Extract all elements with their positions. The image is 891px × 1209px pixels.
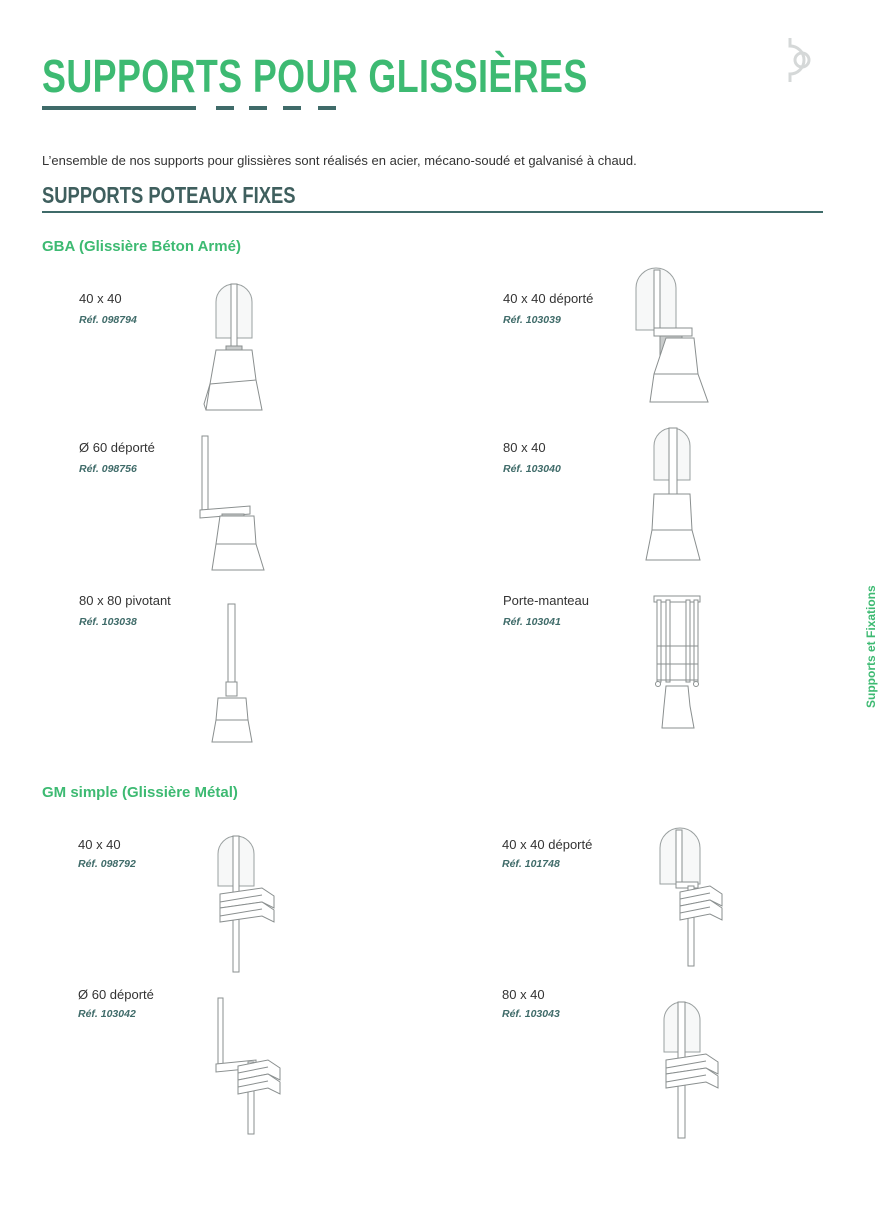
- gba-round-offset-post-illustration: [196, 432, 268, 574]
- gm-round-offset-post-illustration: [212, 994, 284, 1138]
- section-title: SUPPORTS POTEAUX FIXES: [42, 182, 296, 208]
- title-underline: [42, 106, 196, 110]
- product-ref: Réf. 103043: [502, 1008, 560, 1020]
- product-label: 40 x 40 déporté: [503, 291, 594, 306]
- side-label: Supports et Fixations: [864, 585, 878, 708]
- gm-80x40-post-illustration: [660, 998, 726, 1142]
- title-underline-dash: [318, 106, 336, 110]
- product-ref: Réf. 103039: [503, 314, 561, 326]
- product-ref: Réf. 098756: [79, 463, 137, 475]
- product-label: 80 x 40: [503, 440, 546, 455]
- product-ref: Réf. 103042: [78, 1008, 136, 1020]
- gba-80x40-post-illustration: [640, 424, 706, 566]
- product-ref: Réf. 098792: [78, 858, 136, 870]
- product-ref: Réf. 103040: [503, 463, 561, 475]
- product-label: Ø 60 déporté: [78, 987, 154, 1002]
- product-ref: Réf. 103041: [503, 616, 561, 628]
- page-title: SUPPORTS POUR GLISSIÈRES: [42, 50, 588, 102]
- product-ref: Réf. 103038: [79, 616, 137, 628]
- title-underline-dash: [216, 106, 234, 110]
- gba-straight-post-illustration: [200, 280, 270, 420]
- intro-text: L’ensemble de nos supports pour glissières sont réalisés en acier, mécano-soudé et galvanisé à chaud.: [42, 153, 637, 168]
- section-divider: [42, 211, 823, 213]
- title-underline-dash: [249, 106, 267, 110]
- product-label: Ø 60 déporté: [79, 440, 155, 455]
- product-label: Porte-manteau: [503, 593, 589, 608]
- product-label: 40 x 40: [79, 291, 122, 306]
- product-ref: Réf. 101748: [502, 858, 560, 870]
- title-underline-dash: [283, 106, 301, 110]
- gm-heading: GM simple (Glissière Métal): [42, 784, 238, 801]
- gm-offset-post-illustration: [654, 826, 730, 970]
- product-label: 40 x 40 déporté: [502, 837, 593, 852]
- gba-gantry-frame-illustration: [648, 590, 704, 732]
- gm-straight-post-illustration: [212, 832, 278, 976]
- gba-offset-post-illustration: [630, 266, 715, 408]
- product-ref: Réf. 098794: [79, 314, 137, 326]
- brand-logo-icon: [784, 34, 818, 84]
- product-label: 80 x 40: [502, 987, 545, 1002]
- product-label: 40 x 40: [78, 837, 121, 852]
- product-label: 80 x 80 pivotant: [79, 593, 171, 608]
- gba-heading: GBA (Glissière Béton Armé): [42, 238, 241, 255]
- gba-pivot-post-illustration: [206, 600, 256, 746]
